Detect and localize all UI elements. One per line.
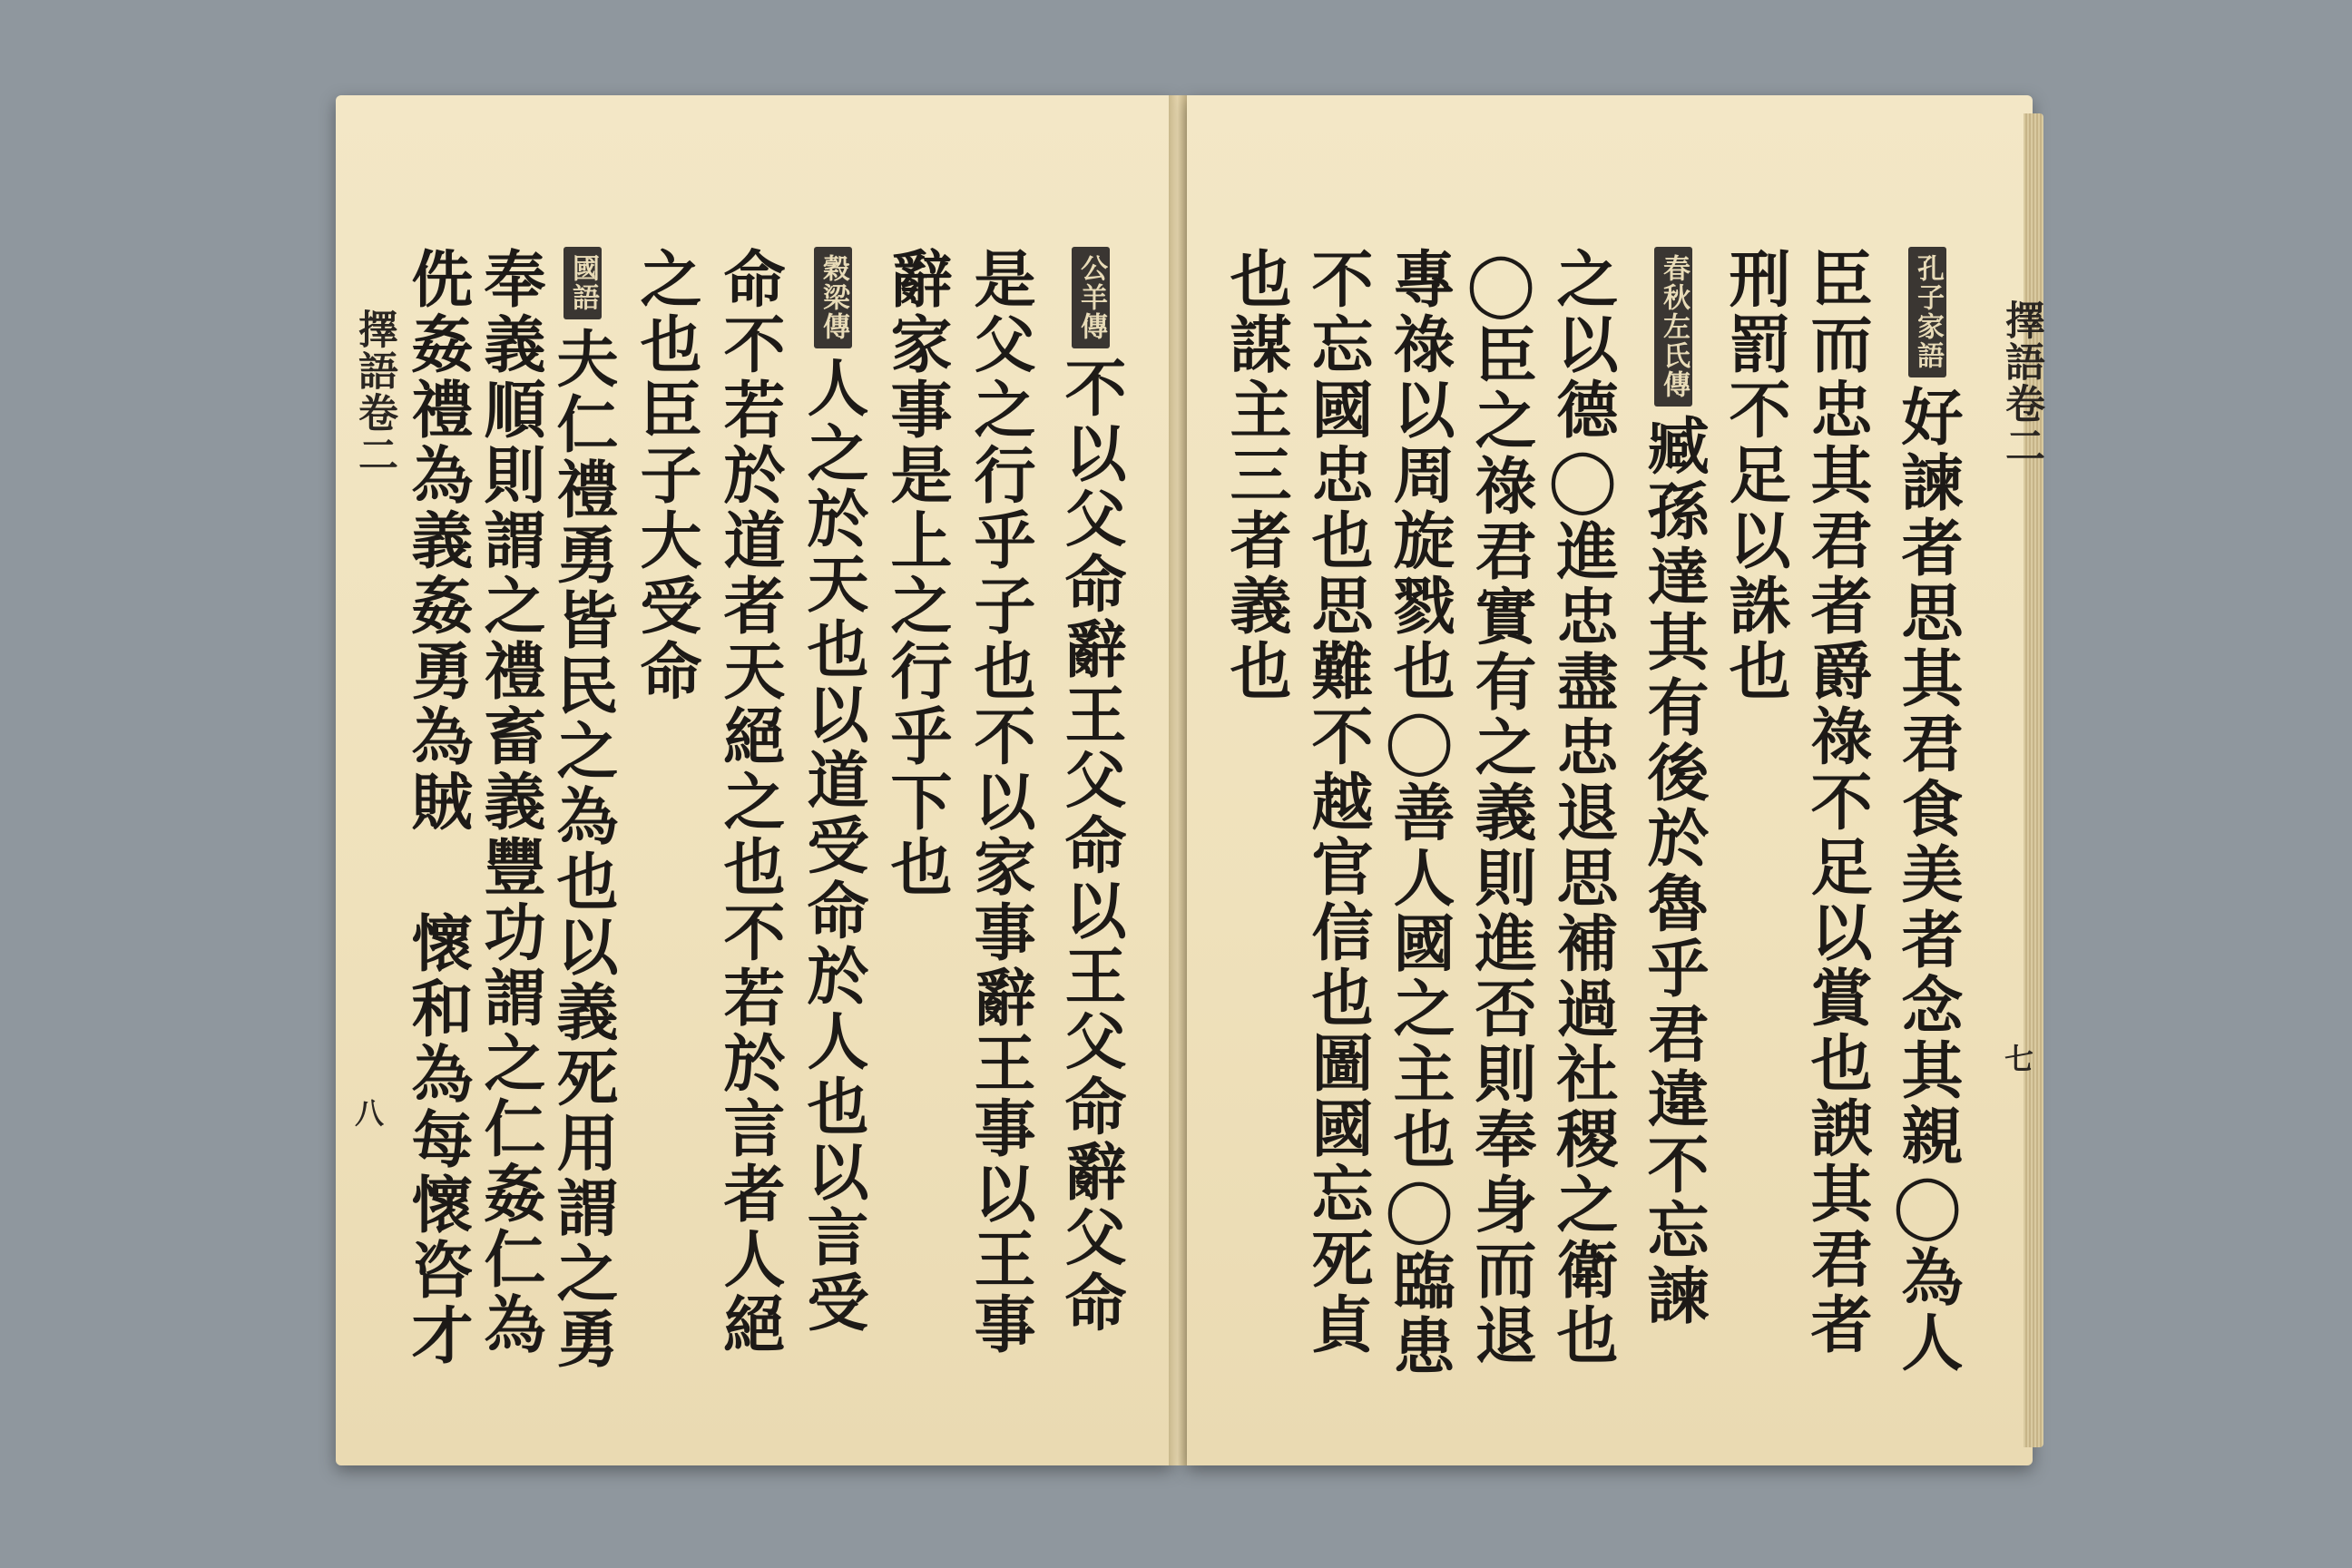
column-text: 不忘國忠也思難不越官信也圖國忘死貞 <box>1301 247 1374 1357</box>
right-col-9 <box>1891 247 1964 1376</box>
column-text: 人之於天也以道受命於人也以言受 <box>797 356 869 1336</box>
left-col-8 <box>964 247 1036 1357</box>
right-col-1 <box>1220 247 1292 704</box>
right-col-6 <box>1637 247 1710 1328</box>
column-text: 之以德◯進忠盡忠退思補過社稷之衛也 <box>1546 247 1619 1368</box>
right-col-4 <box>1465 247 1537 1368</box>
source-tag: 穀梁傳 <box>814 247 852 348</box>
left-col-5 <box>713 247 786 1357</box>
column-text: 是父之行乎子也不以家事辭王事以王事 <box>964 247 1036 1357</box>
column-text: 不以父命辭王父命以王父命辭父命 <box>1054 356 1127 1336</box>
column-text: 臣而忠其君者爵祿不足以賞也諛其君者 <box>1800 247 1873 1357</box>
column-text: 辭家事是上之行乎下也 <box>880 247 953 900</box>
column-text: ◯臣之祿君實有之義則進否則奉身而退 <box>1465 247 1537 1368</box>
column-text: 好諫者思其君食美者念其親◯為人 <box>1891 385 1964 1376</box>
right-col-8 <box>1800 247 1873 1357</box>
column-text: 奉義順則謂之禮畜義豐功謂之仁姦仁為 <box>474 247 546 1357</box>
column-text: 專祿以周旋戮也◯善人國之主也◯臨患 <box>1383 247 1455 1379</box>
column-text: 臧孫達其有後於魯乎君違不忘諫 <box>1637 414 1710 1328</box>
left-page-number: 八 <box>350 1098 385 1127</box>
column-text: 之也臣子大受命 <box>630 247 702 704</box>
left-col-4 <box>630 247 702 704</box>
left-col-7 <box>880 247 953 900</box>
source-tag: 國語 <box>564 247 602 319</box>
column-text: 也謀主三者義也 <box>1220 247 1292 704</box>
right-col-3 <box>1383 247 1455 1379</box>
source-tag: 孔子家語 <box>1908 247 1946 377</box>
column-text: 夫仁禮勇皆民之為也以義死用謂之勇 <box>546 327 619 1372</box>
left-col-2 <box>474 247 546 1357</box>
source-tag: 春秋左氏傳 <box>1654 247 1692 407</box>
right-page-number: 七 <box>2000 1044 2034 1073</box>
right-folio-label: 擇語卷二 <box>1998 299 2044 466</box>
column-text: 侁姦禮為義姦勇為賊 懷和為每懷咨才 <box>401 247 474 1368</box>
right-col-2 <box>1301 247 1374 1357</box>
right-col-5 <box>1546 247 1619 1368</box>
source-tag: 公羊傳 <box>1072 247 1110 348</box>
column-text: 命不若於道者天絕之也不若於言者人絕 <box>713 247 786 1357</box>
left-col-3 <box>546 247 619 1372</box>
left-col-1 <box>401 247 474 1368</box>
left-folio-label: 擇語卷二 <box>351 309 397 475</box>
left-col-6 <box>797 247 869 1336</box>
column-text: 刑罰不足以誅也 <box>1719 247 1791 704</box>
left-col-9 <box>1054 247 1127 1336</box>
right-col-7 <box>1719 247 1791 704</box>
